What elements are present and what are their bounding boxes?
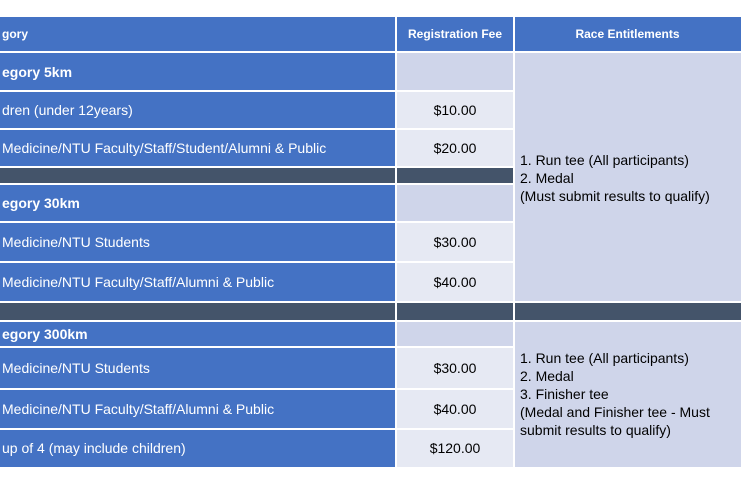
grid-line (0, 90, 514, 92)
section-fee-blank (396, 53, 514, 91)
entitlement-line: 2. Medal (520, 169, 574, 186)
entitlement-line: (Must submit results to qualify) (520, 187, 710, 204)
entitlement-line: submit results to qualify) (520, 422, 671, 438)
grid-line (0, 51, 741, 53)
section-title-300km: egory 300km (0, 321, 396, 347)
entitlement-line: 1. Run tee (All participants) (520, 151, 689, 168)
grid-line (0, 388, 514, 390)
section-fee-blank (396, 184, 514, 222)
table-row-label: dren (under 12years) (0, 91, 396, 129)
grid-line (0, 221, 514, 223)
header-race-entitlements: Race Entitlements (514, 17, 741, 51)
grid-line (0, 346, 514, 348)
table-row-fee: $30.00 (396, 222, 514, 262)
grid-line (0, 166, 514, 168)
entitlement-line: (Medal and Finisher tee - Must (520, 404, 710, 420)
section-title-30km: egory 30km (0, 184, 396, 222)
header-registration-fee: Registration Fee (396, 17, 514, 51)
entitlement-line: 1. Run tee (All participants) (520, 350, 689, 366)
header-category: gory (0, 17, 396, 51)
section-separator (0, 167, 514, 184)
table-row-label: Medicine/NTU Faculty/Staff/Alumni & Public (0, 262, 396, 302)
grid-line (0, 301, 741, 303)
entitlements-5km-30km (514, 53, 741, 302)
entitlement-line: 3. Finisher tee (520, 386, 609, 402)
table-row-fee: $10.00 (396, 91, 514, 129)
entitlements-300km (514, 321, 741, 467)
grid-line (0, 261, 514, 263)
table-row-label: Medicine/NTU Students (0, 222, 396, 262)
table-row-fee: $120.00 (396, 429, 514, 467)
table-row-fee: $40.00 (396, 262, 514, 302)
section-fee-blank (396, 321, 514, 347)
table-row-label: Medicine/NTU Faculty/Staff/Student/Alumni & Public (0, 129, 396, 167)
grid-line (395, 17, 397, 467)
section-separator (0, 302, 741, 321)
grid-line (0, 128, 514, 130)
table-row-fee: $30.00 (396, 347, 514, 389)
table-row-label: Medicine/NTU Students (0, 347, 396, 389)
table-row-label: Medicine/NTU Faculty/Staff/Alumni & Public (0, 389, 396, 429)
section-title-5km: egory 5km (0, 53, 396, 91)
grid-line (0, 428, 514, 430)
grid-line (0, 183, 514, 185)
entitlement-line: 2. Medal (520, 368, 574, 384)
table-row-fee: $40.00 (396, 389, 514, 429)
grid-line (513, 17, 515, 467)
table-row-label: up of 4 (may include children) (0, 429, 396, 467)
grid-line (0, 320, 741, 322)
table-row-fee: $20.00 (396, 129, 514, 167)
